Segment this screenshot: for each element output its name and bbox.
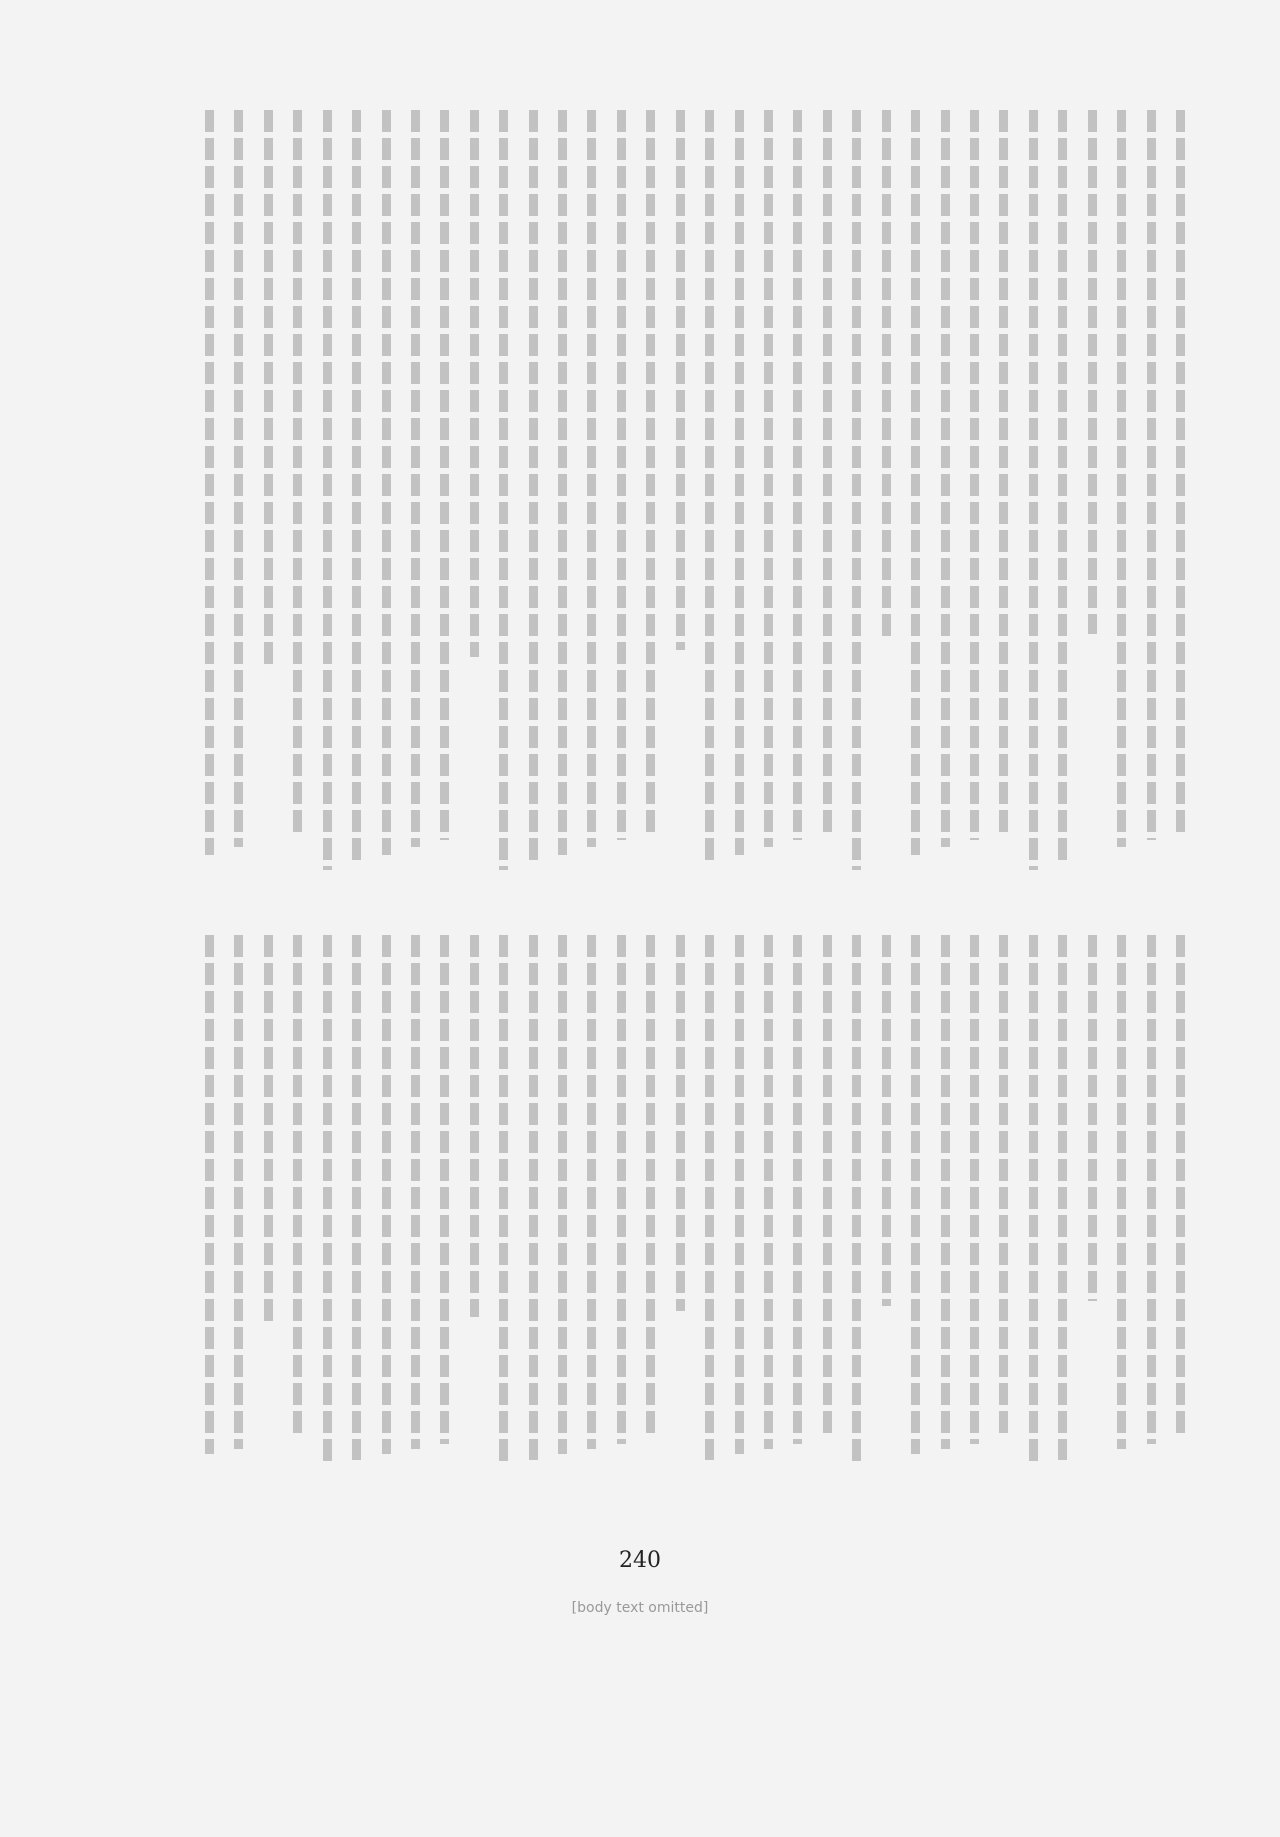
text-column-placeholder <box>735 935 744 1454</box>
text-column-placeholder <box>470 935 479 1317</box>
text-column-placeholder <box>440 110 449 840</box>
text-column-placeholder <box>646 110 655 832</box>
text-column-placeholder <box>205 935 214 1454</box>
text-column-placeholder <box>852 110 861 870</box>
text-column-placeholder <box>1176 935 1185 1439</box>
text-column-placeholder <box>970 110 979 840</box>
text-column-placeholder <box>1088 110 1097 634</box>
text-column-placeholder <box>264 935 273 1322</box>
text-column-placeholder <box>764 935 773 1449</box>
text-column-placeholder <box>882 935 891 1306</box>
text-column-placeholder <box>764 110 773 847</box>
text-block-bottom <box>205 935 1185 1465</box>
text-column-placeholder <box>852 935 861 1465</box>
text-column-placeholder <box>970 935 979 1444</box>
text-column-placeholder <box>617 935 626 1444</box>
text-column-placeholder <box>323 110 332 870</box>
text-column-placeholder <box>617 110 626 840</box>
text-column-placeholder <box>1147 110 1156 840</box>
text-column-placeholder <box>911 110 920 855</box>
text-column-placeholder <box>1029 110 1038 870</box>
page-number: 240 <box>619 1548 661 1573</box>
text-column-placeholder <box>352 110 361 862</box>
text-column-placeholder <box>382 935 391 1454</box>
text-column-placeholder <box>440 935 449 1444</box>
text-column-placeholder <box>587 110 596 847</box>
text-column-placeholder <box>1117 110 1126 847</box>
text-column-placeholder <box>941 935 950 1449</box>
text-column-placeholder <box>323 935 332 1465</box>
text-column-placeholder <box>676 935 685 1311</box>
text-column-placeholder <box>1029 935 1038 1465</box>
text-column-placeholder <box>205 110 214 855</box>
text-column-placeholder <box>352 935 361 1460</box>
text-column-placeholder <box>293 935 302 1439</box>
text-column-placeholder <box>646 935 655 1439</box>
text-column-placeholder <box>705 935 714 1460</box>
text-column-placeholder <box>587 935 596 1449</box>
text-column-placeholder <box>793 935 802 1444</box>
text-column-placeholder <box>234 935 243 1449</box>
text-column-placeholder <box>911 935 920 1454</box>
text-column-placeholder <box>499 110 508 870</box>
text-column-placeholder <box>264 110 273 665</box>
text-column-placeholder <box>558 110 567 855</box>
text-column-placeholder <box>1176 110 1185 832</box>
text-column-placeholder <box>1088 935 1097 1301</box>
text-column-placeholder <box>470 110 479 657</box>
text-column-placeholder <box>735 110 744 855</box>
text-column-placeholder <box>705 110 714 862</box>
text-column-placeholder <box>499 935 508 1465</box>
text-column-placeholder <box>1147 935 1156 1444</box>
text-column-placeholder <box>411 110 420 847</box>
text-column-placeholder <box>823 935 832 1439</box>
text-column-placeholder <box>882 110 891 642</box>
text-column-placeholder <box>529 110 538 862</box>
text-column-placeholder <box>823 110 832 832</box>
text-column-placeholder <box>941 110 950 847</box>
text-block-top <box>205 110 1185 870</box>
text-column-placeholder <box>558 935 567 1454</box>
text-column-placeholder <box>411 935 420 1449</box>
text-column-placeholder <box>793 110 802 840</box>
omission-notice: [body text omitted] <box>571 1600 709 1616</box>
text-column-placeholder <box>676 110 685 650</box>
text-column-placeholder <box>382 110 391 855</box>
text-column-placeholder <box>999 110 1008 832</box>
text-column-placeholder <box>999 935 1008 1439</box>
text-column-placeholder <box>1117 935 1126 1449</box>
text-column-placeholder <box>293 110 302 832</box>
text-column-placeholder <box>1058 110 1067 862</box>
text-column-placeholder <box>529 935 538 1460</box>
text-column-placeholder <box>234 110 243 847</box>
text-column-placeholder <box>1058 935 1067 1460</box>
